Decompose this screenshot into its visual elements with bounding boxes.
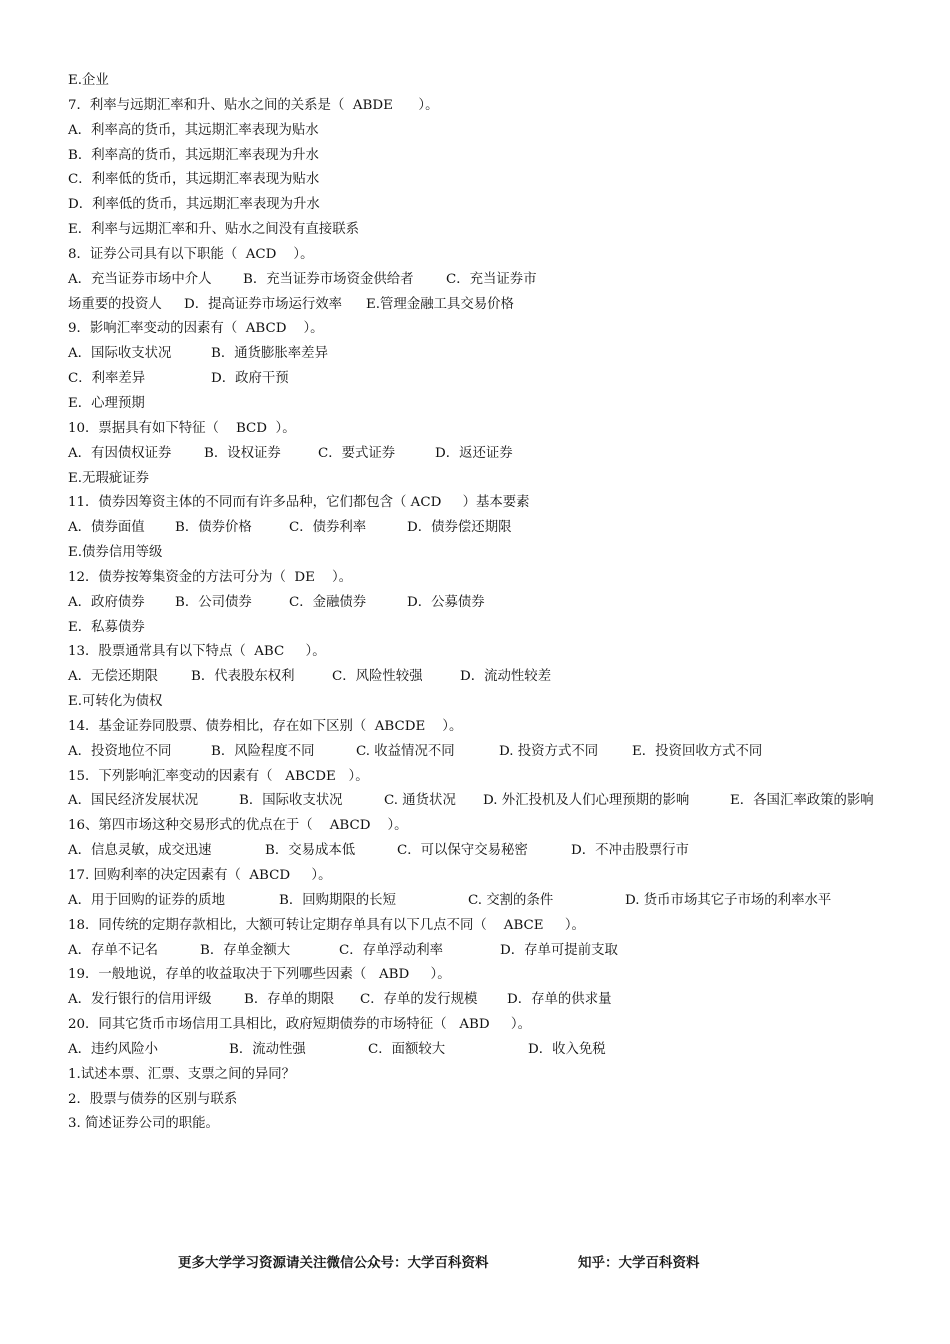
text-line [68, 963, 908, 988]
text-segment: C．利率差异 [68, 371, 146, 387]
text-line [68, 94, 908, 119]
text-line [68, 1063, 908, 1088]
text-line [68, 367, 908, 392]
text-segment: B．充当证券市场资金供给者 [243, 271, 414, 287]
text-segment: A．违约风险小 [68, 1041, 159, 1057]
text-segment: 8．证券公司具有以下职能（ ACD ）。 [68, 246, 314, 262]
text-segment: D．不冲击股票行市 [571, 843, 689, 859]
text-segment: B．债券价格 [175, 520, 252, 536]
text-segment: 16、第四市场这种交易形式的优点在于（ ABCD ）。 [68, 818, 408, 834]
text-segment: A．国民经济发展状况 [68, 793, 199, 809]
text-segment: C. 收益情况不同 [356, 743, 455, 759]
text-segment: D．利率低的货币，其远期汇率表现为升水 [68, 197, 320, 213]
text-line [68, 1112, 908, 1137]
text-segment: E．私募债券 [68, 619, 145, 635]
text-line [68, 889, 908, 914]
text-line [68, 1088, 908, 1113]
document-body [68, 69, 908, 1137]
text-segment: D．存单可提前支取 [500, 942, 618, 958]
text-segment: C．存单的发行规模 [360, 992, 478, 1008]
footer-zhihu-note: 知乎：大学百科资料 [578, 1255, 700, 1271]
text-line [68, 342, 908, 367]
text-segment: C．存单浮动利率 [339, 942, 443, 958]
text-segment: 20．同其它货币市场信用工具相比，政府短期债券的市场特征（ ABD ）。 [68, 1017, 531, 1033]
text-segment: 12．债券按筹集资金的方法可分为（ DE ）。 [68, 569, 353, 585]
text-segment: D．公募债券 [407, 594, 485, 610]
text-segment: A．充当证券市场中介人 [68, 271, 212, 287]
text-segment: 13．股票通常具有以下特点（ ABC ）。 [68, 644, 326, 660]
text-segment: B．存单金额大 [200, 942, 291, 958]
text-line [68, 864, 908, 889]
text-segment: B．流动性强 [229, 1041, 306, 1057]
text-line [68, 541, 908, 566]
text-segment: E．心理预期 [68, 395, 145, 411]
text-segment: D. 投资方式不同 [499, 743, 599, 759]
text-segment: C．风险性较强 [332, 669, 423, 685]
text-segment: B．代表股东权利 [191, 669, 295, 685]
text-line [68, 665, 908, 690]
text-segment: B．通货膨胀率差异 [211, 346, 328, 362]
text-segment: D. 货币市场其它子市场的利率水平 [625, 892, 832, 908]
text-segment: D. 外汇投机及人们心理预期的影响 [483, 793, 690, 809]
text-line [68, 417, 908, 442]
text-segment: A．债券面值 [68, 520, 145, 536]
text-line [68, 690, 908, 715]
text-line [68, 914, 908, 939]
text-line [68, 616, 908, 641]
text-line [68, 144, 908, 169]
text-segment: C．充当证券市 [446, 271, 537, 287]
text-segment: C．金融债券 [289, 594, 367, 610]
text-line [68, 268, 908, 293]
text-line [68, 740, 908, 765]
text-segment: A．政府债券 [68, 594, 145, 610]
text-segment: C．债券利率 [289, 520, 367, 536]
text-segment: 9．影响汇率变动的因素有（ ABCD ）。 [68, 321, 324, 337]
text-segment: 2．股票与债券的区别与联系 [68, 1091, 238, 1107]
text-segment: E.管理金融工具交易价格 [366, 296, 514, 312]
text-segment: C．可以保守交易秘密 [397, 843, 528, 859]
page-footer [0, 1251, 950, 1273]
text-segment: 场重要的投资人 [68, 296, 162, 312]
text-line [68, 789, 908, 814]
text-segment: E.企业 [68, 73, 109, 88]
text-line [68, 516, 908, 541]
text-segment: C．要式证券 [318, 445, 396, 461]
text-segment: B．存单的期限 [244, 992, 335, 1008]
text-segment: A．无偿还期限 [68, 669, 159, 685]
text-segment: B．交易成本低 [265, 843, 356, 859]
text-segment: A．利率高的货币，其远期汇率表现为贴水 [68, 122, 319, 138]
text-segment: A．信息灵敏，成交迅速 [68, 843, 212, 859]
text-segment: E．利率与远期汇率和升、贴水之间没有直接联系 [68, 222, 359, 238]
text-line [68, 814, 908, 839]
text-segment: E.无瑕疵证券 [68, 470, 149, 486]
text-segment: A．投资地位不同 [68, 743, 172, 759]
text-segment: 11．债券因筹资主体的不同而有许多品种，它们都包含（ ACD ）基本要素 [68, 495, 530, 511]
text-line [68, 765, 908, 790]
text-line [68, 467, 908, 492]
text-segment: A．国际收支状况 [68, 346, 172, 362]
text-line [68, 392, 908, 417]
text-line [68, 715, 908, 740]
text-segment: D．政府干预 [211, 371, 289, 387]
text-segment: B．回购期限的长短 [279, 892, 396, 908]
text-line [68, 566, 908, 591]
text-line [68, 591, 908, 616]
text-line [68, 1013, 908, 1038]
text-segment: E．投资回收方式不同 [632, 743, 763, 759]
text-line [68, 491, 908, 516]
text-segment: B．设权证券 [204, 445, 281, 461]
text-line [68, 939, 908, 964]
text-segment: D．返还证券 [435, 445, 513, 461]
text-segment: A．有因债权证券 [68, 445, 172, 461]
text-segment: C. 交割的条件 [468, 892, 554, 908]
text-segment: 15．下列影响汇率变动的因素有（ ABCDE ）。 [68, 768, 369, 784]
text-line [68, 317, 908, 342]
text-segment: D．流动性较差 [460, 669, 552, 685]
text-line [68, 193, 908, 218]
text-line [68, 168, 908, 193]
text-segment: A．发行银行的信用评级 [68, 992, 212, 1008]
text-segment: 19．一般地说，存单的收益取决于下列哪些因素（ ABD ）。 [68, 967, 451, 983]
text-segment: 17. 回购利率的决定因素有（ ABCD ）。 [68, 868, 332, 883]
text-segment: C．面额较大 [368, 1041, 446, 1057]
text-segment: C. 通货状况 [384, 793, 456, 809]
text-line [68, 243, 908, 268]
text-line [68, 1038, 908, 1063]
text-segment: E.可转化为债权 [68, 694, 163, 710]
text-segment: 1.试述本票、汇票、支票之间的异同？ [68, 1066, 296, 1082]
text-segment: E.债券信用等级 [68, 545, 163, 561]
text-segment: B．国际收支状况 [239, 793, 343, 809]
text-segment: A．用于回购的证券的质地 [68, 892, 225, 908]
text-segment: D．提高证券市场运行效率 [184, 296, 343, 312]
text-line [68, 442, 908, 467]
text-segment: E．各国汇率政策的影响 [730, 793, 874, 809]
text-segment: 3. 简述证券公司的职能。 [68, 1116, 219, 1132]
text-segment: B．公司债券 [175, 594, 252, 610]
text-segment: 10．票据具有如下特征（ BCD ）。 [68, 420, 296, 436]
text-segment: D．债券偿还期限 [407, 520, 512, 536]
text-line [68, 988, 908, 1013]
text-segment: 14．基金证券同股票、债券相比，存在如下区别（ ABCDE ）。 [68, 718, 463, 734]
text-segment: C．利率低的货币，其远期汇率表现为贴水 [68, 172, 320, 188]
text-segment: 18．同传统的定期存款相比，大额可转让定期存单具有以下几点不同（ ABCE ）。 [68, 917, 585, 933]
text-segment: B．利率高的货币，其远期汇率表现为升水 [68, 147, 319, 163]
text-line [68, 293, 908, 318]
text-segment: B．风险程度不同 [211, 743, 315, 759]
text-segment: 7．利率与远期汇率和升、贴水之间的关系是（ ABDE ）。 [68, 97, 439, 113]
text-line [68, 119, 908, 144]
text-line [68, 640, 908, 665]
text-segment: D．存单的供求量 [507, 992, 612, 1008]
text-segment: D．收入免税 [528, 1041, 606, 1057]
footer-wechat-note: 更多大学学习资源请关注微信公众号：大学百科资料 [178, 1255, 489, 1271]
text-line [68, 218, 908, 243]
text-line [68, 839, 908, 864]
text-segment: A．存单不记名 [68, 942, 159, 958]
text-line [68, 69, 908, 94]
